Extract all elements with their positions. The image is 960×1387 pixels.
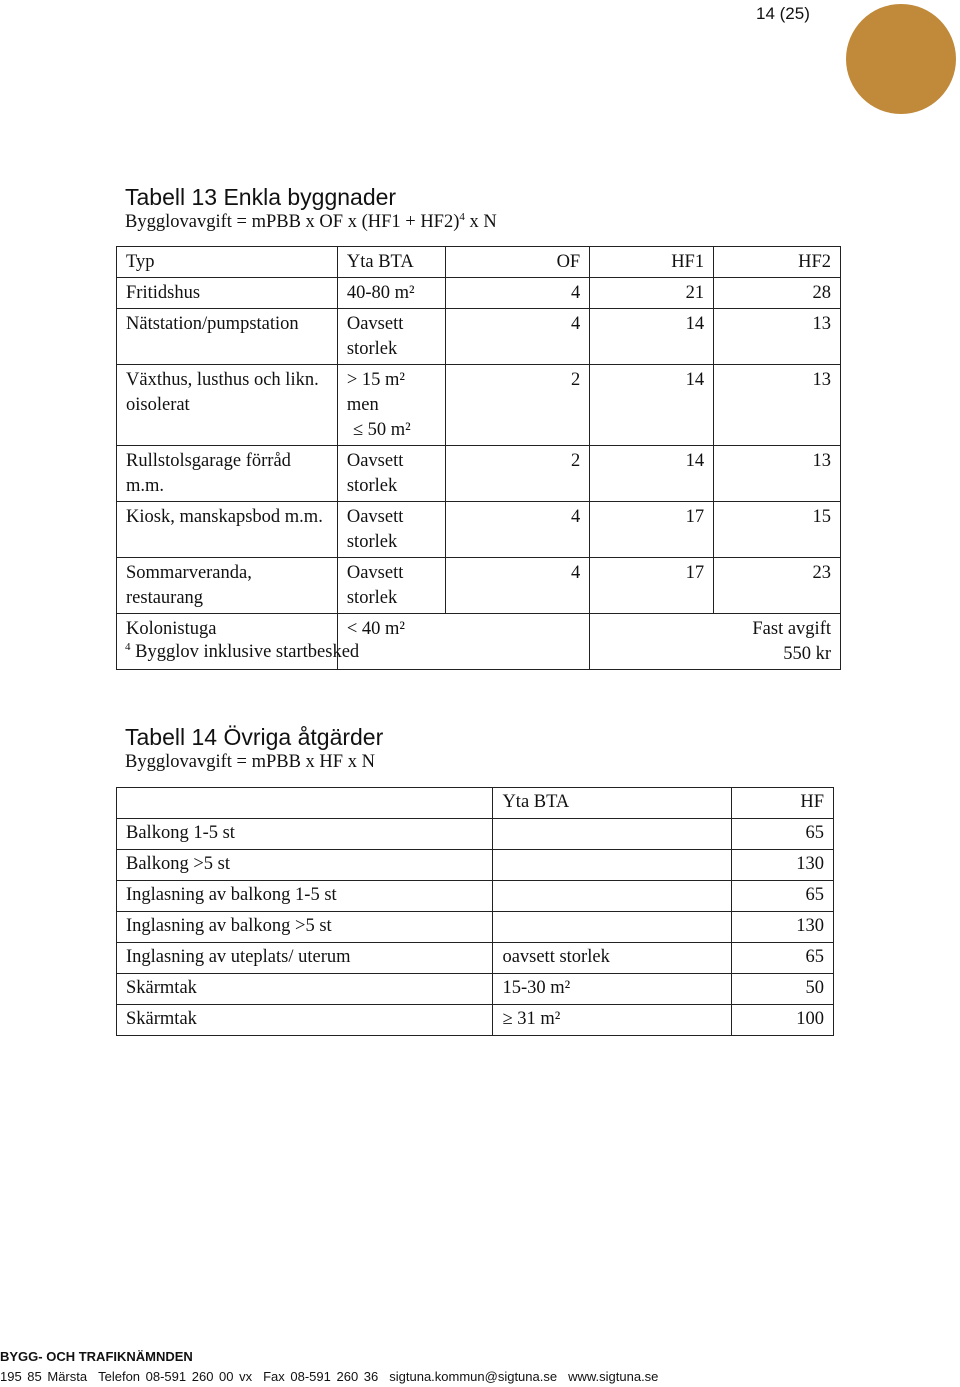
header-hf2: HF2 (714, 247, 841, 278)
cell-fast-avgift: Fast avgift 550 kr (590, 614, 841, 670)
cell-yta: oavsett storlek (493, 943, 732, 974)
cell-hf2: 23 (714, 558, 841, 614)
cell-hf: 130 (732, 850, 834, 881)
table14 (116, 787, 834, 1036)
cell-yta: Oavsett storlek (337, 558, 445, 614)
table-header-row (117, 788, 834, 819)
cell-yta: < 40 m² (337, 614, 589, 670)
footer-fax: Fax 08-591 260 36 (263, 1369, 379, 1384)
cell-yta: > 15 m² men ≤ 50 m² (337, 365, 445, 446)
header-blank (117, 788, 493, 819)
page-number: 14 (25) (756, 4, 810, 23)
table-row (117, 446, 841, 502)
cell-hf1: 14 (590, 446, 714, 502)
cell-yta: ≥ 31 m² (493, 1005, 732, 1036)
table13 (116, 246, 841, 670)
footer-email[interactable]: sigtuna.kommun@sigtuna.se (389, 1369, 558, 1384)
cell-label: Balkong >5 st (117, 850, 493, 881)
cell-hf2: 13 (714, 446, 841, 502)
cell-yta: Oavsett storlek (337, 446, 445, 502)
table-header-row (117, 247, 841, 278)
footer-org: BYGG- OCH TRAFIKNÄMNDEN (0, 1349, 193, 1364)
cell-hf1: 17 (590, 558, 714, 614)
table-row (117, 912, 834, 943)
table-row (117, 502, 841, 558)
cell-label: Inglasning av uteplats/ uterum (117, 943, 493, 974)
header-yta: Yta BTA (337, 247, 445, 278)
cell-hf2: 15 (714, 502, 841, 558)
brand-circle (846, 4, 956, 114)
cell-hf: 65 (732, 943, 834, 974)
header-of: OF (445, 247, 590, 278)
table-row (117, 309, 841, 365)
cell-typ: Kiosk, manskapsbod m.m. (117, 502, 338, 558)
cell-of: 4 (445, 558, 590, 614)
cell-of: 4 (445, 502, 590, 558)
cell-hf: 65 (732, 819, 834, 850)
table-row (117, 819, 834, 850)
table-row (117, 850, 834, 881)
cell-of: 2 (445, 365, 590, 446)
cell-hf: 130 (732, 912, 834, 943)
cell-yta: 15-30 m² (493, 974, 732, 1005)
cell-typ: Rullstolsgarage förråd m.m. (117, 446, 338, 502)
table-row (117, 558, 841, 614)
cell-hf1: 14 (590, 365, 714, 446)
cell-typ: Växthus, lusthus och likn. oisolerat (117, 365, 338, 446)
cell-yta: Oavsett storlek (337, 309, 445, 365)
header-yta: Yta BTA (493, 788, 732, 819)
table14-title: Tabell 14 Övriga åtgärder (125, 724, 384, 750)
cell-of: 4 (445, 278, 590, 309)
table13-title: Tabell 13 Enkla byggnader (125, 184, 397, 210)
table-row (117, 1005, 834, 1036)
footer-phone: Telefon 08-591 260 00 vx (98, 1369, 253, 1384)
cell-yta: Oavsett storlek (337, 502, 445, 558)
cell-yta (493, 850, 732, 881)
cell-yta (493, 819, 732, 850)
cell-label: Skärmtak (117, 1005, 493, 1036)
cell-hf2: 13 (714, 365, 841, 446)
footnote: $^4$ Bygglov inklusive startbesked (125, 640, 360, 662)
header-hf: HF (732, 788, 834, 819)
cell-typ: Sommarveranda, restaurang (117, 558, 338, 614)
cell-yta (493, 881, 732, 912)
cell-typ: Fritidshus (117, 278, 338, 309)
header-typ: Typ (117, 247, 338, 278)
cell-hf: 100 (732, 1005, 834, 1036)
table13-formula: Bygglovavgift = mPBB x OF x $(HF1 + HF2)^4$ x N (125, 210, 497, 232)
table14-formula: Bygglovavgift = mPBB x HF x N (125, 752, 375, 772)
footer-contact (0, 1369, 669, 1384)
footer-web[interactable]: www.sigtuna.se (568, 1369, 659, 1384)
cell-of: 4 (445, 309, 590, 365)
footer-address: 195 85 Märsta (0, 1369, 88, 1384)
cell-label: Skärmtak (117, 974, 493, 1005)
header-hf1: HF1 (590, 247, 714, 278)
cell-yta: 40-80 m² (337, 278, 445, 309)
cell-label: Inglasning av balkong >5 st (117, 912, 493, 943)
table-row (117, 943, 834, 974)
table-row (117, 365, 841, 446)
cell-label: Balkong 1-5 st (117, 819, 493, 850)
table-row (117, 278, 841, 309)
cell-hf2: 28 (714, 278, 841, 309)
table-row (117, 974, 834, 1005)
cell-hf1: 21 (590, 278, 714, 309)
cell-of: 2 (445, 446, 590, 502)
cell-label: Inglasning av balkong 1-5 st (117, 881, 493, 912)
cell-hf1: 17 (590, 502, 714, 558)
cell-hf1: 14 (590, 309, 714, 365)
cell-hf: 65 (732, 881, 834, 912)
cell-typ: Kolonistuga (117, 614, 338, 670)
cell-hf2: 13 (714, 309, 841, 365)
cell-typ: Nätstation/pumpstation (117, 309, 338, 365)
table-row (117, 881, 834, 912)
cell-hf: 50 (732, 974, 834, 1005)
cell-yta (493, 912, 732, 943)
